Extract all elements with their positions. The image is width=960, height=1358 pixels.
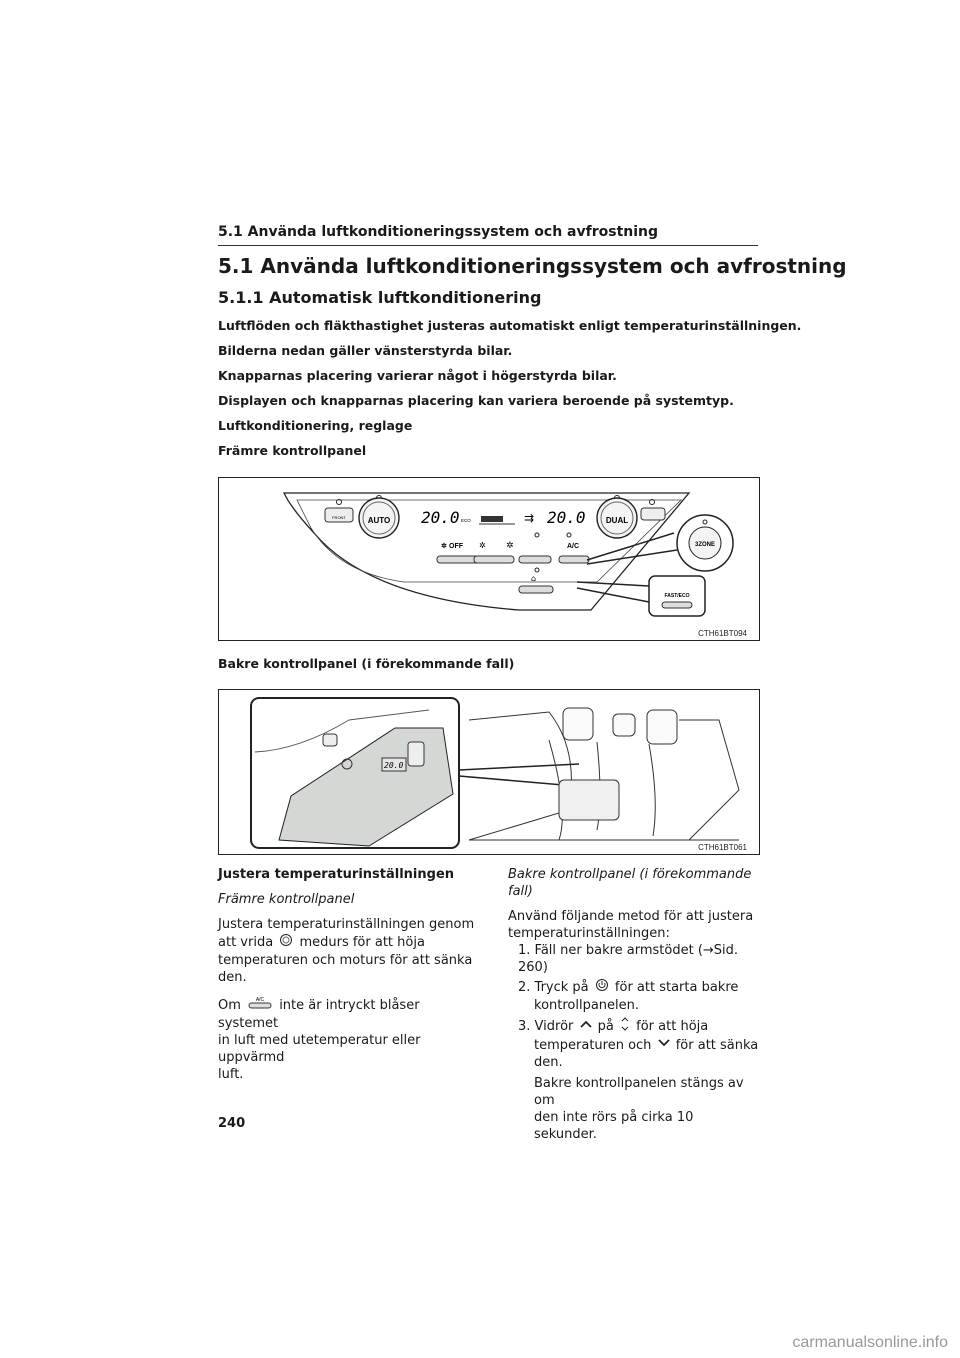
intro-line-1: Luftflöden och fläkthastighet justeras automatiskt enligt temperaturinställningen. [218, 318, 802, 333]
section-subtitle: 5.1.1 Automatisk luftkonditionering [218, 288, 542, 307]
text-span: 3. Vidrör [518, 1019, 574, 1034]
zone-label: 3ZONE [694, 542, 716, 548]
front-panel-illustration [219, 478, 759, 640]
page-title: 5.1 Använda luftkonditioneringssystem och avfrostning [218, 254, 847, 278]
power-icon [593, 978, 611, 997]
text-span: för att starta bakre [614, 980, 739, 995]
intro-line-5: Luftkonditionering, reglage [218, 418, 413, 433]
front-panel-figure [218, 477, 760, 641]
text-span: på [597, 1019, 614, 1034]
text-span: för att sänka [675, 1038, 759, 1053]
figure2-caption: Bakre kontrollpanel (i förekommande fall) [218, 656, 515, 671]
text-line [218, 933, 480, 952]
temp-right: 20.0 [547, 508, 586, 527]
text-line: den inte rörs på cirka 10 sekunder. [534, 1110, 694, 1142]
text-line: temperaturen och moturs för att sänka [218, 953, 473, 968]
front-label: FRONT [332, 515, 346, 520]
note [518, 1075, 760, 1143]
knob-icon [277, 933, 295, 952]
text-line [518, 1037, 760, 1054]
steps-list [518, 942, 760, 1143]
text-span: för att höja [636, 1019, 709, 1034]
step-1: 1. Fäll ner bakre armstödet (→Sid. 260) [518, 943, 739, 975]
left-column [218, 866, 480, 1083]
text-span: temperaturen och [534, 1038, 652, 1053]
rear-temp: 20.0 [384, 761, 404, 770]
text-span: att vrida [218, 935, 274, 950]
intro-line-3: Knapparnas placering varierar något i högerstyrda bilar. [218, 368, 617, 383]
text-line: temperaturinställningen: [508, 926, 670, 941]
ac-icon-label: A/C [255, 997, 265, 1003]
text-span: 2. Tryck på [518, 980, 589, 995]
svg-text:⌂: ⌂ [531, 574, 537, 583]
running-head: 5.1 Använda luftkonditioneringssystem och avfrostning [218, 224, 659, 240]
text-line: kontrollpanelen. [534, 998, 640, 1013]
fast-eco-label: FAST/ECO [664, 593, 690, 599]
text-line: Använd följande metod för att justera [508, 909, 754, 924]
step-2 [518, 978, 760, 997]
text-span: medurs för att höja [299, 935, 425, 950]
svg-text:✲: ✲ [506, 541, 514, 551]
eco-label: ECO [461, 518, 471, 523]
page-number: 240 [218, 1116, 246, 1131]
text-line: den. [218, 970, 247, 985]
intro-line-4: Displayen och knapparnas placering kan variera beroende på systemtyp. [218, 393, 734, 408]
svg-text:⇉: ⇉ [524, 511, 535, 525]
ac-label: A/C [567, 543, 580, 550]
temp-left: 20.0 [421, 508, 460, 527]
auto-label: AUTO [367, 516, 391, 525]
text-line: Bakre kontrollpanelen stängs av om [534, 1076, 744, 1108]
rear-panel-figure [218, 689, 760, 855]
text-line: luft. [218, 1067, 244, 1082]
text-span: inte är intryckt blåser systemet [218, 998, 420, 1031]
figure1-caption: Främre kontrollpanel [218, 443, 367, 458]
svg-text:✲: ✲ [441, 543, 447, 550]
text-line: in luft med utetemperatur eller uppvärmd [218, 1033, 421, 1065]
dual-label: DUAL [605, 516, 629, 525]
rear-panel-illustration [219, 690, 759, 854]
right-column [508, 866, 760, 1143]
text-line: den. [534, 1055, 563, 1070]
text-line [218, 996, 480, 1032]
intro-line-2: Bilderna nedan gäller vänsterstyrda bilar. [218, 343, 513, 358]
chevron-up-icon [578, 1018, 594, 1035]
footer-watermark: carmanualsonline.info [792, 1334, 948, 1351]
left-col-title: Justera temperaturinställningen [218, 867, 455, 882]
svg-text:✲: ✲ [479, 541, 486, 550]
up-down-icon [618, 1016, 632, 1037]
text-line: Justera temperaturinställningen genom [218, 917, 475, 932]
left-col-subtitle: Främre kontrollpanel [218, 892, 355, 907]
header-rule [218, 245, 758, 246]
left-col-para-1 [218, 916, 480, 986]
chevron-down-icon [656, 1037, 672, 1054]
figure2-code: CTH61BT061 [698, 843, 747, 852]
ac-button-icon [245, 996, 275, 1015]
left-col-para-2 [218, 996, 480, 1083]
step-3 [518, 1016, 760, 1037]
text-span: Om [218, 998, 241, 1013]
off-label: OFF [449, 543, 463, 550]
right-col-para-1 [508, 908, 760, 942]
right-col-subtitle: Bakre kontrollpanel (i förekommande fall) [508, 867, 752, 899]
figure1-code: CTH61BT094 [698, 629, 747, 638]
